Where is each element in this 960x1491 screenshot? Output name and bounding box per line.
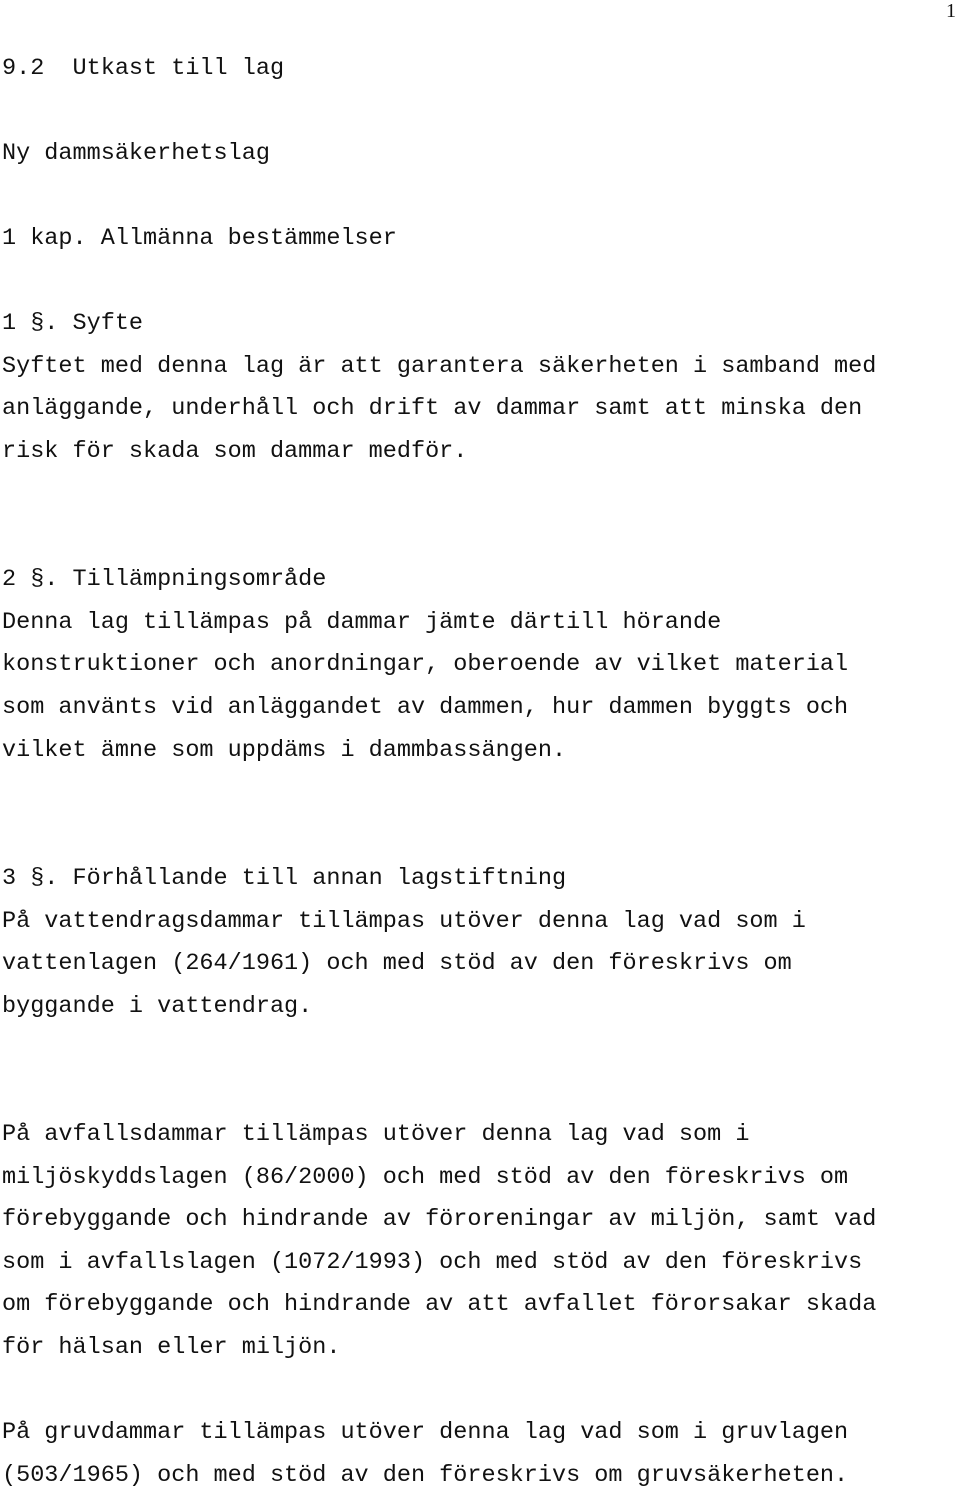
paragraph-3-subsection-line: miljöskyddslagen (86/2000) och med stöd av den föreskrivs om — [2, 1164, 849, 1191]
paragraph-1-line: anläggande, underhåll och drift av dammar samt att minska den — [2, 395, 863, 422]
chapter-heading: 1 kap. Allmänna bestämmelser — [2, 225, 397, 252]
paragraph-2-heading: 2 §. Tillämpningsområde — [2, 566, 327, 593]
paragraph-1-line: risk för skada som dammar medför. — [2, 438, 468, 465]
section-heading: 9.2 Utkast till lag — [2, 55, 285, 82]
paragraph-3-subsection-line: som i avfallslagen (1072/1993) och med stöd av den föreskrivs — [2, 1249, 863, 1276]
paragraph-3-subsection-line: På gruvdammar tillämpas utöver denna lag vad som i gruvlagen — [2, 1419, 849, 1446]
law-title: Ny dammsäkerhetslag — [2, 140, 270, 167]
paragraph-3-subsection-line: (503/1965) och med stöd av den föreskrivs om gruvsäkerheten. — [2, 1462, 849, 1489]
paragraph-2-line: som använts vid anläggandet av dammen, hur dammen byggts och — [2, 694, 849, 721]
paragraph-2-line: vilket ämne som uppdäms i dammbassängen. — [2, 737, 567, 764]
paragraph-3-line: byggande i vattendrag. — [2, 993, 313, 1020]
paragraph-3-subsection-line: om förebyggande och hindrande av att avfallet förorsakar skada — [2, 1291, 877, 1318]
paragraph-1-line: Syftet med denna lag är att garantera säkerheten i samband med — [2, 353, 877, 380]
paragraph-2-line: Denna lag tillämpas på dammar jämte därtill hörande — [2, 609, 722, 636]
paragraph-2-line: konstruktioner och anordningar, oberoende av vilket material — [2, 651, 849, 678]
paragraph-3-line: På vattendragsdammar tillämpas utöver denna lag vad som i — [2, 908, 806, 935]
paragraph-3-subsection-line: förebyggande och hindrande av föroreningar av miljön, samt vad — [2, 1206, 877, 1233]
page-number: 1 — [946, 0, 956, 22]
paragraph-3-subsection-line: På avfallsdammar tillämpas utöver denna lag vad som i — [2, 1121, 750, 1148]
paragraph-3-heading: 3 §. Förhållande till annan lagstiftning — [2, 865, 567, 892]
paragraph-3-subsection-line: för hälsan eller miljön. — [2, 1334, 341, 1361]
paragraph-1-heading: 1 §. Syfte — [2, 310, 144, 337]
paragraph-3-line: vattenlagen (264/1961) och med stöd av den föreskrivs om — [2, 950, 792, 977]
